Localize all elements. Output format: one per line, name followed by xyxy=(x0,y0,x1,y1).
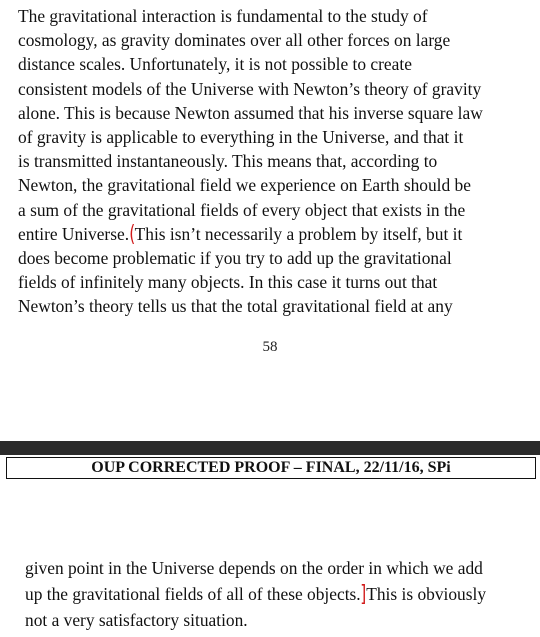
text-line: alone. This is because Newton assumed that his inverse square law xyxy=(18,102,483,123)
page-number: 58 xyxy=(262,339,278,355)
text-line: distance scales. Unfortunately, it is not possible to create xyxy=(18,54,412,75)
text-line: is transmitted instantaneously. This means that, according to xyxy=(18,151,438,172)
top-paragraph xyxy=(18,4,518,319)
text-line: consistent models of the Universe with Newton’s theory of gravity xyxy=(18,78,482,99)
highlight-end-marker-icon[interactable]: ] xyxy=(359,582,366,607)
text-line: given point in the Universe depends on the order in which we add xyxy=(25,558,483,578)
highlight-start-text: entire Universe. xyxy=(18,223,130,244)
highlight-end-text: up the gravitational fields of all of these objects. xyxy=(25,584,361,604)
highlight-text: This isn’t necessarily a problem by itself, but it xyxy=(134,223,463,244)
text-line: not a very satisfactory situation. xyxy=(25,610,248,630)
text-line: fields of infinitely many objects. In this case it turns out that xyxy=(18,272,438,293)
highlight-start-marker-icon[interactable]: ( xyxy=(129,221,136,247)
text-line: a sum of the gravitational fields of every object that exists in the xyxy=(18,199,466,220)
bottom-paragraph xyxy=(25,555,530,633)
proof-banner: OUP CORRECTED PROOF – FINAL, 22/11/16, SPi xyxy=(6,457,536,479)
text-line xyxy=(18,222,518,246)
text-line: of gravity is applicable to everything in the Universe, and that it xyxy=(18,127,464,148)
text-line: does become problematic if you try to add up the gravitational xyxy=(18,248,452,269)
text-after-highlight: This is obviously xyxy=(366,584,487,604)
page-divider xyxy=(0,441,540,455)
text-line: cosmology, as gravity dominates over all other forces on large xyxy=(18,30,451,51)
text-line: The gravitational interaction is fundamental to the study of xyxy=(18,6,428,26)
text-line xyxy=(25,581,530,607)
text-line: Newton, the gravitational field we experience on Earth should be xyxy=(18,175,471,196)
text-line: Newton’s theory tells us that the total gravitational field at any xyxy=(18,296,453,317)
